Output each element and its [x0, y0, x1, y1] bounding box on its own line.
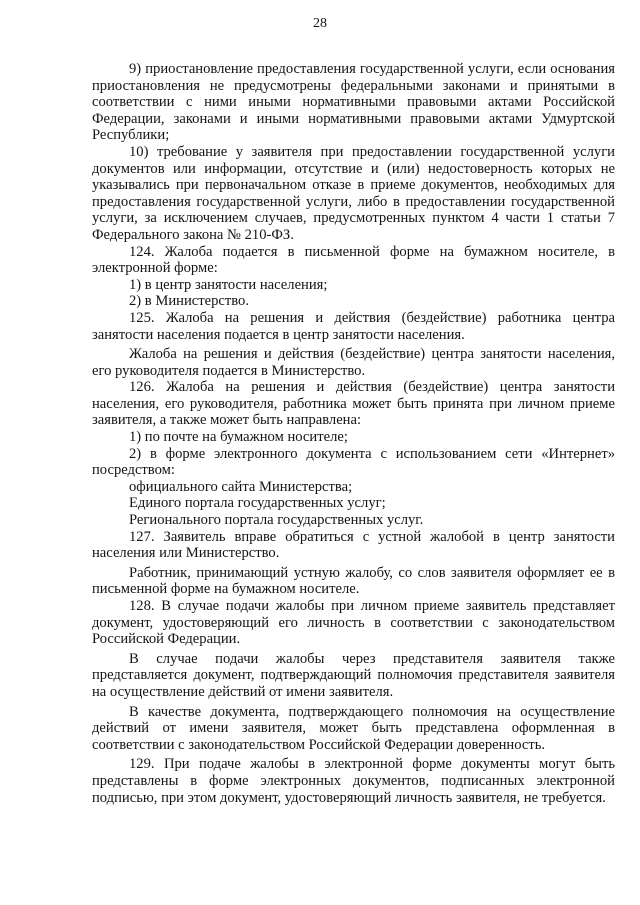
paragraph-126-channel-unified-portal: Единого портала государственных услуг;	[129, 495, 386, 512]
paragraph-127: 127. Заявитель вправе обратиться с устной жалобой в центр занятости населения или Министерство.	[92, 528, 615, 562]
paragraph-124-item-1: 1) в центр занятости населения;	[129, 276, 328, 293]
document-body	[92, 61, 615, 806]
page-number: 28	[313, 16, 327, 31]
paragraph-126: 126. Жалоба на решения и действия (бездействие) центра занятости населения, его руководителя, работника может быть принята при личном приеме заявителя, а также может быть направлена:	[92, 379, 615, 429]
paragraph-124: 124. Жалоба подается в письменной форме на бумажном носителе, в электронной форме:	[92, 243, 615, 277]
paragraph-128: 128. В случае подачи жалобы при личном приеме заявитель представляет документ, удостоверяющий его личность в соответствии с законодательством Российской Федерации.	[92, 598, 615, 648]
paragraph-126-item-1: 1) по почте на бумажном носителе;	[129, 429, 348, 446]
paragraph-128-power-of-attorney: В качестве документа, подтверждающего полномочия на осуществление действий от имени заявителя, может быть представлена оформленная в соответствии с законодательством Российской Федерации доверенность.	[92, 703, 615, 753]
paragraph-126-item-2: 2) в форме электронного документа с использованием сети «Интернет» посредством:	[92, 445, 615, 479]
paragraph-125: 125. Жалоба на решения и действия (бездействие) работника центра занятости населения подается в центр занятости населения.	[92, 309, 615, 343]
paragraph-126-channel-ministry-site: официального сайта Министерства;	[129, 478, 353, 495]
paragraph-124-item-2: 2) в Министерство.	[129, 293, 249, 310]
paragraph-125-continued: Жалоба на решения и действия (бездействие) центра занятости населения, его руководителя подается в Министерство.	[92, 346, 615, 379]
paragraph-126-channel-regional-portal: Регионального портала государственных услуг.	[129, 512, 424, 529]
paragraph-128-representative: В случае подачи жалобы через представителя заявителя также представляется документ, подтверждающий полномочия представителя заявителя на осуществление действий от имени заявителя.	[92, 650, 615, 700]
paragraph-item-10: 10) требование у заявителя при предоставлении государственной услуги документов или информации, отсутствие и (или) недостоверность которых не указывались при первоначальном отказе в приеме документов, необходимых для предоставления государственной услуги, либо в предоставлении государственной услуги, за исключением случаев, предусмотренных пунктом 4 части 1 статьи 7 Федерального закона № 210-ФЗ.	[92, 143, 615, 243]
paragraph-item-9: 9) приостановление предоставления государственной услуги, если основания приостановления не предусмотрены федеральными законами и принятыми в соответствии с ними иными нормативными правовыми актами Российской Федерации, законами и иными нормативными правовыми актами Удмуртской Республики;	[92, 61, 615, 144]
paragraph-129: 129. При подаче жалобы в электронной форме документы могут быть представлены в форме электронных документов, подписанных электронной подписью, при этом документ, удостоверяющий личность заявителя, не требуется.	[92, 756, 615, 806]
paragraph-127-continued: Работник, принимающий устную жалобу, со слов заявителя оформляет ее в письменной форме на бумажном носителе.	[92, 564, 615, 598]
